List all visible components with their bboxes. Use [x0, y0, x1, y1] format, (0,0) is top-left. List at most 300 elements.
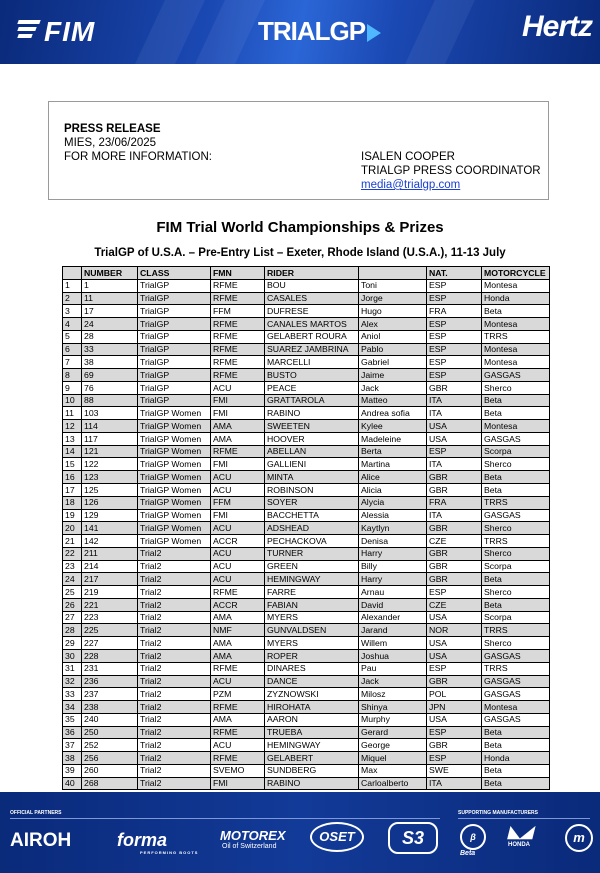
rider-surname: GELABERT: [265, 752, 359, 765]
beta-logo-text: Beta: [460, 850, 476, 857]
rider-surname: ADSHEAD: [265, 522, 359, 535]
rider-surname: MINTA: [265, 471, 359, 484]
row-index: 17: [63, 484, 82, 497]
fmn-cell: AMA: [211, 713, 265, 726]
nationality-cell: GBR: [427, 522, 482, 535]
class-cell: TrialGP Women: [138, 509, 211, 522]
row-index: 10: [63, 394, 82, 407]
press-date: MIES, 23/06/2025: [64, 137, 157, 149]
rider-firstname: Shinya: [359, 701, 427, 714]
rider-firstname: Murphy: [359, 713, 427, 726]
fim-logo-text: FIM: [44, 16, 96, 47]
motorcycle-cell: Montesa: [482, 343, 550, 356]
table-row: [63, 598, 550, 611]
rider-firstname: Harry: [359, 547, 427, 560]
rider-surname: TRUEBA: [265, 726, 359, 739]
rider-firstname: Alex: [359, 318, 427, 331]
motorcycle-cell: Beta: [482, 484, 550, 497]
rider-firstname: George: [359, 739, 427, 752]
rider-number: 125: [82, 484, 138, 497]
class-cell: Trial2: [138, 547, 211, 560]
row-index: 1: [63, 279, 82, 292]
airoh-logo: AIROH: [10, 830, 72, 851]
motorcycle-cell: GASGAS: [482, 688, 550, 701]
motorcycle-cell: TRRS: [482, 624, 550, 637]
rider-number: 221: [82, 598, 138, 611]
rider-surname: GRATTAROLA: [265, 394, 359, 407]
nationality-cell: ESP: [427, 726, 482, 739]
nationality-cell: GBR: [427, 547, 482, 560]
fmn-cell: AMA: [211, 637, 265, 650]
fmn-cell: ACU: [211, 381, 265, 394]
rider-number: 123: [82, 471, 138, 484]
motorcycle-cell: GASGAS: [482, 432, 550, 445]
rider-surname: ABELLAN: [265, 445, 359, 458]
class-cell: TrialGP Women: [138, 445, 211, 458]
rider-surname: GREEN: [265, 560, 359, 573]
table-row: [63, 458, 550, 471]
banner-stripe: [195, 0, 265, 64]
motorcycle-cell: GASGAS: [482, 509, 550, 522]
motorcycle-cell: Sherco: [482, 458, 550, 471]
nationality-cell: JPN: [427, 701, 482, 714]
class-cell: TrialGP: [138, 292, 211, 305]
class-cell: TrialGP Women: [138, 535, 211, 548]
motorcycle-cell: Sherco: [482, 381, 550, 394]
press-info-left: [64, 122, 212, 164]
oset-logo: OSET: [310, 822, 364, 852]
motorcycle-cell: Beta: [482, 777, 550, 790]
trialgp-logo-text: TRIALGP: [258, 16, 366, 46]
motorcycle-cell: Montesa: [482, 318, 550, 331]
class-cell: TrialGP: [138, 279, 211, 292]
motorcycle-cell: Sherco: [482, 522, 550, 535]
rider-firstname: Madeleine: [359, 432, 427, 445]
banner-stripe: [405, 0, 475, 64]
fmn-cell: RFME: [211, 752, 265, 765]
rider-firstname: Martina: [359, 458, 427, 471]
rider-firstname: Gabriel: [359, 356, 427, 369]
nationality-cell: USA: [427, 611, 482, 624]
motorcycle-cell: Beta: [482, 305, 550, 318]
row-index: 37: [63, 739, 82, 752]
rider-surname: DINARES: [265, 662, 359, 675]
motorex-tagline: Oil of Switzerland: [222, 843, 277, 850]
motorcycle-cell: Montesa: [482, 420, 550, 433]
rider-surname: HOOVER: [265, 432, 359, 445]
fmn-cell: ACU: [211, 522, 265, 535]
class-cell: Trial2: [138, 573, 211, 586]
nationality-cell: ESP: [427, 330, 482, 343]
rider-surname: SUNDBERG: [265, 764, 359, 777]
rider-surname: FARRE: [265, 586, 359, 599]
table-row: [63, 445, 550, 458]
rider-number: 250: [82, 726, 138, 739]
contact-name: ISALEN COOPER: [361, 151, 455, 163]
rider-number: 228: [82, 649, 138, 662]
fmn-cell: PZM: [211, 688, 265, 701]
nationality-cell: USA: [427, 432, 482, 445]
class-cell: Trial2: [138, 649, 211, 662]
table-row: [63, 407, 550, 420]
rider-number: 211: [82, 547, 138, 560]
row-index: 25: [63, 586, 82, 599]
fim-logo-bars: [18, 20, 40, 41]
rider-number: 268: [82, 777, 138, 790]
row-index: 14: [63, 445, 82, 458]
motorex-logo: MOTOREX: [220, 828, 286, 843]
table-row: [63, 662, 550, 675]
fmn-cell: RFME: [211, 343, 265, 356]
rider-surname: CASALES: [265, 292, 359, 305]
motorcycle-cell: Sherco: [482, 586, 550, 599]
fmn-cell: FFM: [211, 305, 265, 318]
fmn-cell: ACU: [211, 560, 265, 573]
row-index: 15: [63, 458, 82, 471]
fmn-cell: RFME: [211, 279, 265, 292]
table-row: [63, 420, 550, 433]
rider-firstname: Andrea sofia: [359, 407, 427, 420]
motorcycle-cell: Beta: [482, 573, 550, 586]
document-title: FIM Trial World Championships & Prizes: [156, 219, 444, 236]
rider-number: 219: [82, 586, 138, 599]
table-row: [63, 496, 550, 509]
table-row: [63, 522, 550, 535]
class-cell: TrialGP: [138, 330, 211, 343]
row-index: 33: [63, 688, 82, 701]
fmn-cell: AMA: [211, 420, 265, 433]
banner-stripe: [135, 0, 205, 64]
table-row: [63, 292, 550, 305]
rider-number: 256: [82, 752, 138, 765]
fmn-cell: ACU: [211, 484, 265, 497]
rider-number: 214: [82, 560, 138, 573]
row-index: 20: [63, 522, 82, 535]
rider-firstname: Denisa: [359, 535, 427, 548]
row-index: 29: [63, 637, 82, 650]
fmn-cell: SVEMO: [211, 764, 265, 777]
rider-number: 103: [82, 407, 138, 420]
fmn-cell: RFME: [211, 356, 265, 369]
fmn-cell: RFME: [211, 701, 265, 714]
class-cell: TrialGP Women: [138, 496, 211, 509]
rider-number: 69: [82, 369, 138, 382]
rider-firstname: David: [359, 598, 427, 611]
fmn-cell: AMA: [211, 649, 265, 662]
rider-surname: MYERS: [265, 637, 359, 650]
rider-number: 122: [82, 458, 138, 471]
nationality-cell: ESP: [427, 445, 482, 458]
contact-email-link[interactable]: media@trialgp.com: [361, 179, 461, 191]
nationality-cell: GBR: [427, 573, 482, 586]
rider-surname-header: RIDER: [265, 267, 359, 280]
nationality-cell: CZE: [427, 598, 482, 611]
rider-number: 28: [82, 330, 138, 343]
motorcycle-cell: Scorpa: [482, 445, 550, 458]
rider-surname: BACCHETTA: [265, 509, 359, 522]
honda-logo-text: HONDA: [508, 842, 530, 848]
rider-surname: HIROHATA: [265, 701, 359, 714]
motorcycle-cell: Honda: [482, 752, 550, 765]
table-row: [63, 432, 550, 445]
class-cell: TrialGP: [138, 318, 211, 331]
rider-number: 141: [82, 522, 138, 535]
row-index: 16: [63, 471, 82, 484]
forma-tagline: PERFORMING BOOTS: [140, 850, 199, 855]
rider-firstname: Joshua: [359, 649, 427, 662]
table-row: [63, 675, 550, 688]
rider-surname: PEACE: [265, 381, 359, 394]
row-index: 11: [63, 407, 82, 420]
rider-firstname: Alice: [359, 471, 427, 484]
motorcycle-cell: Beta: [482, 394, 550, 407]
row-index: 24: [63, 573, 82, 586]
fmn-cell: FMI: [211, 407, 265, 420]
table-row: [63, 573, 550, 586]
fmn-cell: RFME: [211, 318, 265, 331]
row-index: 34: [63, 701, 82, 714]
rider-firstname-header: [359, 267, 427, 280]
press-contact: [361, 150, 541, 192]
rider-surname: FABIAN: [265, 598, 359, 611]
motorcycle-cell: GASGAS: [482, 369, 550, 382]
fmn-header: FMN: [211, 267, 265, 280]
supporting-manufacturers-label: SUPPORTING MANUFACTURERS: [458, 810, 539, 816]
class-cell: Trial2: [138, 586, 211, 599]
fmn-cell: ACU: [211, 547, 265, 560]
header-banner: [0, 0, 600, 64]
rider-number: 88: [82, 394, 138, 407]
rider-firstname: Milosz: [359, 688, 427, 701]
row-index: 22: [63, 547, 82, 560]
document-subtitle: TrialGP of U.S.A. – Pre-Entry List – Exeter, Rhode Island (U.S.A.), 11-13 July: [94, 247, 506, 259]
nationality-cell: ESP: [427, 343, 482, 356]
row-index: 13: [63, 432, 82, 445]
nationality-cell: POL: [427, 688, 482, 701]
rider-surname: DANCE: [265, 675, 359, 688]
rider-number: 114: [82, 420, 138, 433]
nationality-cell: USA: [427, 420, 482, 433]
class-cell: Trial2: [138, 637, 211, 650]
rider-firstname: Miquel: [359, 752, 427, 765]
s3-logo: S3: [388, 822, 438, 854]
rider-firstname: Gerard: [359, 726, 427, 739]
fmn-cell: AMA: [211, 611, 265, 624]
rider-surname: SUAREZ JAMBRINA: [265, 343, 359, 356]
table-row: [63, 279, 550, 292]
fmn-cell: NMF: [211, 624, 265, 637]
motorcycle-header: MOTORCYCLE: [482, 267, 550, 280]
table-row: [63, 369, 550, 382]
class-cell: Trial2: [138, 624, 211, 637]
table-row: [63, 611, 550, 624]
fmn-cell: ACCR: [211, 598, 265, 611]
table-row: [63, 637, 550, 650]
row-index: 39: [63, 764, 82, 777]
rider-firstname: Jack: [359, 675, 427, 688]
nationality-cell: ITA: [427, 777, 482, 790]
nationality-cell: CZE: [427, 535, 482, 548]
row-index: 19: [63, 509, 82, 522]
row-index: 5: [63, 330, 82, 343]
rider-number: 24: [82, 318, 138, 331]
motorcycle-cell: Beta: [482, 598, 550, 611]
rider-firstname: Jorge: [359, 292, 427, 305]
fmn-cell: RFME: [211, 662, 265, 675]
nationality-cell: ESP: [427, 662, 482, 675]
nationality-cell: GBR: [427, 484, 482, 497]
table-row: [63, 318, 550, 331]
rider-surname: BUSTO: [265, 369, 359, 382]
nationality-cell: GBR: [427, 381, 482, 394]
class-cell: Trial2: [138, 777, 211, 790]
rider-firstname: Willem: [359, 637, 427, 650]
table-row: [63, 305, 550, 318]
table-row: [63, 624, 550, 637]
rider-firstname: Toni: [359, 279, 427, 292]
table-row: [63, 330, 550, 343]
table-row: [63, 560, 550, 573]
rider-firstname: Kylee: [359, 420, 427, 433]
class-cell: TrialGP: [138, 394, 211, 407]
fmn-cell: RFME: [211, 586, 265, 599]
motorcycle-cell: Sherco: [482, 637, 550, 650]
press-info-box: [48, 101, 549, 200]
nationality-header: NAT.: [427, 267, 482, 280]
rider-surname: GELABERT ROURA: [265, 330, 359, 343]
rider-firstname: Aniol: [359, 330, 427, 343]
rider-number: 252: [82, 739, 138, 752]
class-cell: Trial2: [138, 752, 211, 765]
rider-firstname: Pablo: [359, 343, 427, 356]
rider-surname: RABINO: [265, 407, 359, 420]
table-row: [63, 752, 550, 765]
row-index: 38: [63, 752, 82, 765]
fmn-cell: RFME: [211, 292, 265, 305]
nationality-cell: NOR: [427, 624, 482, 637]
table-row: [63, 547, 550, 560]
footer-divider: [10, 818, 440, 819]
fmn-cell: ACCR: [211, 535, 265, 548]
nationality-cell: GBR: [427, 471, 482, 484]
rider-firstname: Jack: [359, 381, 427, 394]
row-index: 26: [63, 598, 82, 611]
nationality-cell: ESP: [427, 752, 482, 765]
rider-firstname: Hugo: [359, 305, 427, 318]
rider-firstname: Alexander: [359, 611, 427, 624]
fmn-cell: RFME: [211, 330, 265, 343]
rider-firstname: Alycia: [359, 496, 427, 509]
rider-number: 117: [82, 432, 138, 445]
class-cell: TrialGP Women: [138, 432, 211, 445]
motorcycle-cell: Beta: [482, 726, 550, 739]
row-index: 27: [63, 611, 82, 624]
rider-number: 217: [82, 573, 138, 586]
motorcycle-cell: GASGAS: [482, 649, 550, 662]
fmn-cell: FFM: [211, 496, 265, 509]
rider-number: 225: [82, 624, 138, 637]
row-index: 31: [63, 662, 82, 675]
table-row: [63, 343, 550, 356]
contact-role: TRIALGP PRESS COORDINATOR: [361, 165, 541, 177]
class-cell: TrialGP Women: [138, 458, 211, 471]
nationality-cell: GBR: [427, 560, 482, 573]
row-index: 36: [63, 726, 82, 739]
nationality-cell: ESP: [427, 369, 482, 382]
rider-firstname: Jarand: [359, 624, 427, 637]
rider-number: 231: [82, 662, 138, 675]
rider-number: 11: [82, 292, 138, 305]
nationality-cell: ITA: [427, 509, 482, 522]
rider-surname: GALLIENI: [265, 458, 359, 471]
table-row: [63, 509, 550, 522]
nationality-cell: ESP: [427, 318, 482, 331]
nationality-cell: SWE: [427, 764, 482, 777]
trialgp-logo: [258, 16, 381, 47]
rider-firstname: Max: [359, 764, 427, 777]
class-cell: Trial2: [138, 688, 211, 701]
table-row: [63, 471, 550, 484]
nationality-cell: FRA: [427, 305, 482, 318]
row-index: 2: [63, 292, 82, 305]
fmn-cell: FMI: [211, 458, 265, 471]
rider-surname: MARCELLI: [265, 356, 359, 369]
fmn-cell: ACU: [211, 739, 265, 752]
motorcycle-cell: TRRS: [482, 535, 550, 548]
motorcycle-cell: Scorpa: [482, 611, 550, 624]
hertz-logo: Hertz: [521, 10, 592, 43]
rider-surname: PECHACKOVA: [265, 535, 359, 548]
table-row: [63, 649, 550, 662]
nationality-cell: USA: [427, 637, 482, 650]
class-cell: Trial2: [138, 701, 211, 714]
table-header-row: [63, 267, 550, 280]
table-row: [63, 586, 550, 599]
fmn-cell: ACU: [211, 471, 265, 484]
table-row: [63, 394, 550, 407]
rider-firstname: Berta: [359, 445, 427, 458]
nationality-cell: ITA: [427, 394, 482, 407]
table-row: [63, 764, 550, 777]
montesa-logo: m: [565, 824, 593, 852]
row-index: 21: [63, 535, 82, 548]
nationality-cell: GBR: [427, 739, 482, 752]
table-row: [63, 739, 550, 752]
rider-surname: HEMINGWAY: [265, 573, 359, 586]
motorcycle-cell: TRRS: [482, 330, 550, 343]
rider-number: 236: [82, 675, 138, 688]
class-cell: TrialGP: [138, 356, 211, 369]
class-cell: Trial2: [138, 739, 211, 752]
nationality-cell: USA: [427, 649, 482, 662]
row-index: 32: [63, 675, 82, 688]
motorcycle-cell: Montesa: [482, 279, 550, 292]
fmn-cell: FMI: [211, 394, 265, 407]
row-index: 18: [63, 496, 82, 509]
motorcycle-cell: Beta: [482, 471, 550, 484]
motorcycle-cell: Beta: [482, 739, 550, 752]
fmn-cell: ACU: [211, 573, 265, 586]
rider-surname: CANALES MARTOS: [265, 318, 359, 331]
motorcycle-cell: GASGAS: [482, 713, 550, 726]
class-cell: Trial2: [138, 675, 211, 688]
motorcycle-cell: TRRS: [482, 662, 550, 675]
fmn-cell: ACU: [211, 675, 265, 688]
table-row: [63, 535, 550, 548]
fmn-cell: RFME: [211, 445, 265, 458]
forma-logo: forma: [117, 830, 168, 850]
class-cell: Trial2: [138, 764, 211, 777]
